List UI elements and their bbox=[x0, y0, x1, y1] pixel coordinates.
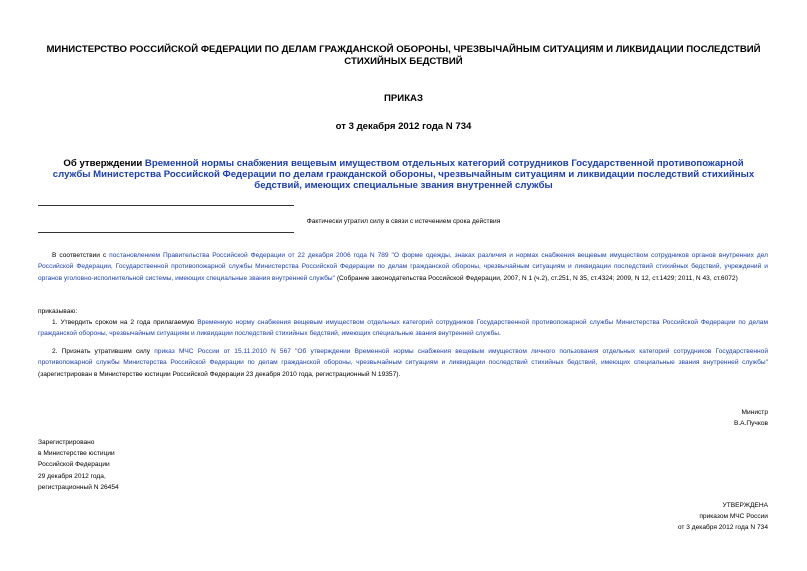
item-2-suffix: (зарегистрирован в Министерстве юстиции Российской Федерации 23 декабря 2010 года, регистрационный N 19357). bbox=[38, 370, 401, 378]
signature-position: Министр bbox=[741, 409, 768, 416]
status-note: Фактически утратил силу в связи с истечением срока действия bbox=[306, 218, 501, 225]
item-1-link[interactable]: Временную норму снабжения вещевым имуществом отдельных категорий сотрудников Государственной противопожарной службы Министерства Российской Федерации по делам гражданской обороны, чрезвычайным ситуациям и ликвидации последствий стихийных бедствий, имеющих специальные звания внутренней службы bbox=[38, 319, 768, 338]
approval-block bbox=[560, 500, 768, 534]
document-type: ПРИКАЗ bbox=[384, 93, 423, 104]
registration-line: регистрационный N 26454 bbox=[38, 483, 119, 491]
signature-block bbox=[560, 407, 768, 429]
preamble-link[interactable]: постановлением Правительства Российской Федерации от 22 декабря 2006 года N 789 "О форме одежды, знаках различия и нормах снабжения вещевым имуществом сотрудников органов внутренних дел Российской Федерации, Государственной противопожарной службы Министерства Российской Федерации по делам гражданской обороны, чрезвычайным ситуациям и ликвидации последствий стихийных бедствий, учреждений и органов уголовно-исполнительной системы, имеющих специальные звания внутренней службы" bbox=[38, 252, 768, 282]
preamble-suffix: (Собрание законодательства Российской Федерации, 2007, N 1 (ч.2), ст.251, N 35, ст.4324; 2009, N 12, ст.1429; 2011, N 43, ст.6072) bbox=[335, 274, 738, 282]
approval-line: УТВЕРЖДЕНА bbox=[722, 502, 768, 509]
registration-line: 29 декабря 2012 года, bbox=[38, 472, 106, 480]
registration-line: Российской Федерации bbox=[38, 461, 110, 469]
preamble-paragraph bbox=[38, 250, 768, 284]
item-1-paragraph bbox=[38, 317, 768, 340]
title-prefix: Об утверждении bbox=[63, 158, 145, 169]
order-date-number: от 3 декабря 2012 года N 734 bbox=[335, 121, 472, 132]
registration-line: в Министерстве юстиции bbox=[38, 450, 115, 458]
item-2-paragraph bbox=[38, 346, 768, 380]
item-2-prefix: 2. Признать утратившим силу bbox=[52, 348, 155, 355]
approval-line: от 3 декабря 2012 года N 734 bbox=[677, 524, 768, 532]
item-2-link[interactable]: приказ МЧС России от 15.11.2010 N 567 "Об утверждении Временной нормы снабжения вещевым имуществом личного пользования отдельных категорий сотрудников Государственной противопожарной службы Министерства Российской Федерации по делам гражданской обороны, чрезвычайным ситуациям и ликвидации последствий стихийных бедствий, имеющих специальные звания внутренней службы" bbox=[38, 348, 769, 367]
item-1-suffix: . bbox=[499, 330, 501, 338]
divider-bottom bbox=[38, 232, 294, 233]
registration-line: Зарегистрировано bbox=[38, 439, 95, 446]
ministry-heading: МИНИСТЕРСТВО РОССИЙСКОЙ ФЕДЕРАЦИИ ПО ДЕЛАМ ГРАЖДАНСКОЙ ОБОРОНЫ, ЧРЕЗВЫЧАЙНЫМ СИТУАЦИЯМ И ЛИКВИДАЦИИ ПОСЛЕДСТВИЙ СТИХИЙНЫХ БЕДСТВИЙ bbox=[46, 44, 761, 67]
registration-block bbox=[38, 437, 238, 493]
item-1-prefix: 1. Утвердить сроком на 2 года прилагаемую bbox=[52, 319, 198, 326]
order-word: приказываю: bbox=[38, 308, 78, 315]
divider-top bbox=[38, 205, 294, 206]
title-link[interactable]: Временной нормы снабжения вещевым имуществом отдельных категорий сотрудников Государственной противопожарной службы Министерства Российской Федерации по делам гражданской обороны, чрезвычайным ситуациям и ликвидации последствий стихийных бедствий, имеющих специальные звания внутренней службы bbox=[52, 158, 755, 192]
preamble-prefix: В соответствии с bbox=[52, 252, 110, 259]
order-title bbox=[48, 158, 759, 192]
signature-name: В.А.Пучков bbox=[733, 420, 768, 428]
approval-line: приказом МЧС России bbox=[699, 513, 768, 521]
